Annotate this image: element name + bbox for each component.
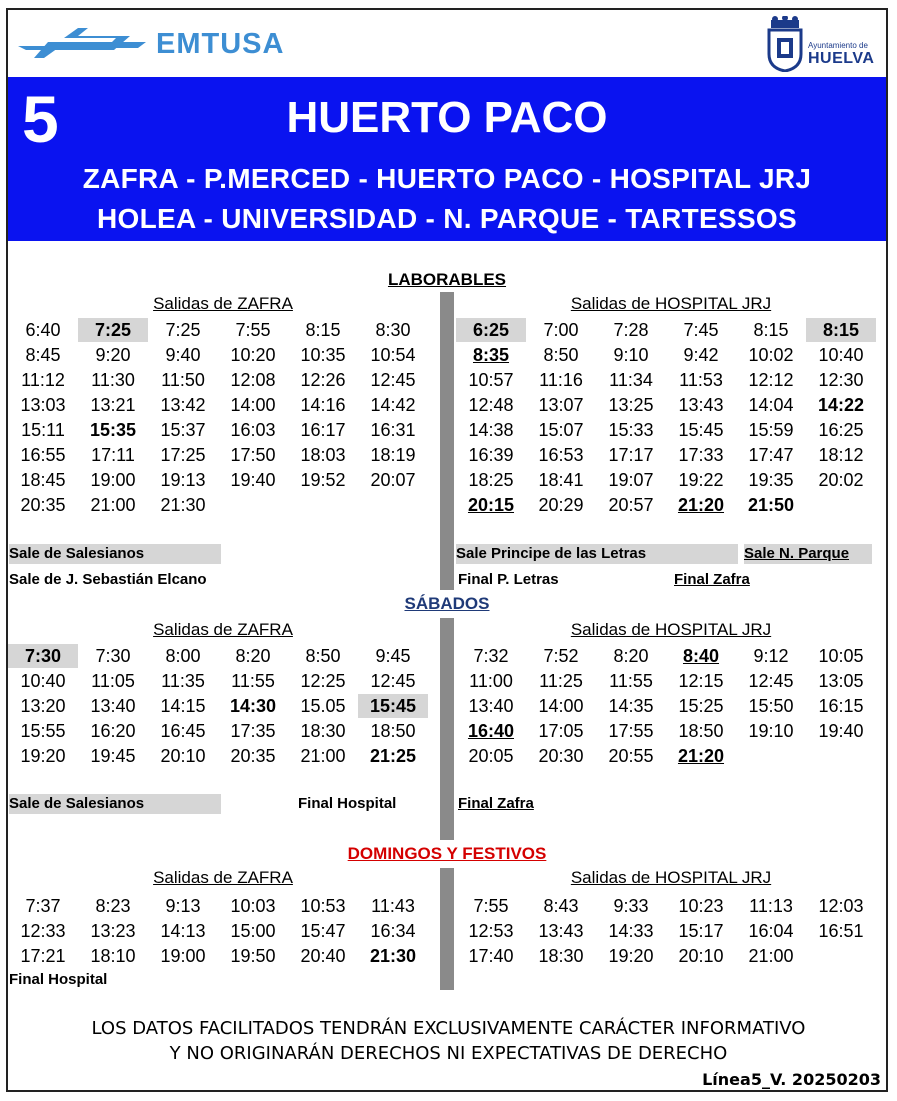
departure-time: 12:45 [370, 671, 416, 691]
departure-time: 9:33 [613, 896, 649, 916]
schedule-row [8, 944, 428, 968]
left-direction-title: Salidas de ZAFRA [153, 868, 293, 887]
departure-time: 15:33 [608, 420, 654, 440]
departure-time: 8:20 [613, 646, 649, 666]
departure-time: 8:00 [165, 646, 201, 666]
departure-time: 15:45 [678, 420, 724, 440]
departure-time: 20:35 [230, 746, 276, 766]
departure-time: 7:30 [8, 644, 78, 668]
schedule-row [8, 669, 428, 693]
departure-time: 8:45 [25, 345, 61, 365]
departure-time: 20:35 [20, 495, 66, 515]
departure-time: 18:30 [538, 946, 584, 966]
departure-time: 12:15 [678, 671, 724, 691]
route-line-2: HOLEA - UNIVERSIDAD - N. PARQUE - TARTESSOS [97, 203, 797, 234]
departure-time: 13:20 [20, 696, 66, 716]
column-divider [440, 618, 454, 840]
departure-time: 7:30 [95, 646, 131, 666]
departure-time: 11:50 [161, 370, 205, 390]
departure-time [806, 493, 876, 517]
departure-time: 18:10 [90, 946, 136, 966]
departure-time: 17:21 [20, 946, 66, 966]
column-divider [440, 868, 454, 990]
departure-time: 18:19 [370, 445, 416, 465]
departure-time: 19:40 [230, 470, 276, 490]
departure-time: 12:08 [230, 370, 276, 390]
schedule-row [8, 368, 428, 392]
departure-time: 20:10 [678, 946, 724, 966]
departure-time: 19:20 [20, 746, 66, 766]
departure-time: 20:55 [608, 746, 654, 766]
departure-time: 13:40 [468, 696, 514, 716]
departure-time: 19:10 [748, 721, 794, 741]
departure-time: 11:55 [609, 671, 653, 691]
departure-time: 15:07 [538, 420, 584, 440]
schedule-row [8, 744, 428, 768]
departure-time: 11:12 [21, 370, 65, 390]
departure-time: 7:25 [165, 320, 201, 340]
departure-time: 12:25 [300, 671, 346, 691]
departure-time: 7:52 [543, 646, 579, 666]
departure-time: 12:12 [748, 370, 794, 390]
departure-time: 15:25 [678, 696, 724, 716]
departure-time: 16:25 [818, 420, 864, 440]
departure-time: 16:45 [160, 721, 206, 741]
departure-time: 8:20 [235, 646, 271, 666]
departure-time: 14:38 [468, 420, 514, 440]
departure-time: 15:37 [160, 420, 206, 440]
schedule-row [8, 694, 428, 718]
departure-time: 20:15 [467, 495, 515, 515]
departure-time: 12:45 [370, 370, 416, 390]
right-direction-title: Salidas de HOSPITAL JRJ [570, 294, 772, 313]
departure-time: 7:55 [235, 320, 271, 340]
disclaimer-line-2: Y NO ORIGINARÁN DERECHOS NI EXPECTATIVAS DE DERECHO [169, 1043, 728, 1064]
departure-time: 18:41 [538, 470, 584, 490]
departure-time: 15:50 [748, 696, 794, 716]
schedule-row [8, 393, 428, 417]
schedule-row [8, 443, 428, 467]
departure-time: 19:00 [90, 470, 136, 490]
departure-time: 11:53 [679, 370, 723, 390]
departure-time: 15:45 [358, 694, 428, 718]
departure-time: 14:04 [748, 395, 794, 415]
departure-time: 13:03 [20, 395, 66, 415]
schedule-row [456, 919, 876, 943]
schedule-row [456, 318, 876, 342]
schedule-row [456, 719, 876, 743]
departure-time: 11:30 [91, 370, 135, 390]
schedule-row [456, 644, 876, 668]
departure-time: 12:26 [300, 370, 346, 390]
column-divider [440, 292, 454, 590]
departure-time: 18:30 [300, 721, 346, 741]
note-final-zafra: Final Zafra [674, 571, 750, 588]
departure-time: 15:17 [678, 921, 724, 941]
departure-time: 9:20 [95, 345, 131, 365]
departure-time: 20:02 [818, 470, 864, 490]
schedule-row [456, 944, 876, 968]
departure-time: 11:55 [231, 671, 275, 691]
departure-time: 16:31 [370, 420, 416, 440]
departure-time: 17:25 [160, 445, 206, 465]
departure-time: 19:00 [160, 946, 206, 966]
schedule-row [8, 493, 428, 517]
departure-time: 6:40 [25, 320, 61, 340]
departure-time: 14:33 [608, 921, 654, 941]
departure-time: 20:05 [468, 746, 514, 766]
schedule-row [456, 744, 876, 768]
departure-time: 15:47 [300, 921, 346, 941]
departure-time: 21:50 [747, 495, 795, 515]
departure-time: 8:35 [472, 345, 510, 365]
schedule-row [456, 694, 876, 718]
departure-time: 17:55 [608, 721, 654, 741]
departure-time: 13:23 [90, 921, 136, 941]
departure-time: 18:50 [678, 721, 724, 741]
departure-time: 7:45 [683, 320, 719, 340]
departure-time: 16:39 [468, 445, 514, 465]
departure-time: 11:25 [539, 671, 583, 691]
departure-time: 18:12 [818, 445, 864, 465]
departure-time: 19:20 [608, 946, 654, 966]
note-final-hospital: Final Hospital [298, 795, 397, 812]
departure-time: 14:00 [538, 696, 584, 716]
departure-time: 17:40 [468, 946, 514, 966]
departure-time: 14:30 [229, 696, 277, 716]
departure-time: 19:35 [748, 470, 794, 490]
departure-time: 20:57 [608, 495, 654, 515]
departure-time: 14:35 [608, 696, 654, 716]
departure-time: 10:20 [230, 345, 276, 365]
schedule-row [8, 468, 428, 492]
right-direction-title: Salidas de HOSPITAL JRJ [570, 620, 772, 639]
huelva-crest-icon [765, 16, 805, 72]
departure-time [806, 744, 876, 768]
departure-time: 10:53 [300, 896, 346, 916]
departure-time: 13:21 [90, 395, 136, 415]
schedule-row [8, 418, 428, 442]
note-final-hospital: Final Hospital [9, 971, 108, 988]
departure-time: 21:00 [748, 946, 794, 966]
schedule-row [456, 894, 876, 918]
note-final-zafra: Final Zafra [458, 795, 534, 812]
departure-time: 8:23 [95, 896, 131, 916]
city-label-small: Ayuntamiento de [808, 41, 868, 50]
departure-time: 20:40 [300, 946, 346, 966]
departure-time: 15:00 [230, 921, 276, 941]
departure-time [288, 493, 358, 517]
departure-time: 18:45 [20, 470, 66, 490]
departure-time: 10:54 [370, 345, 416, 365]
departure-time: 19:45 [90, 746, 136, 766]
schedule-row [8, 894, 428, 918]
departure-time: 6:25 [456, 318, 526, 342]
departure-time: 21:30 [369, 946, 417, 966]
left-direction-title: Salidas de ZAFRA [153, 620, 293, 639]
note-sale-principe: Sale Principe de las Letras [456, 544, 738, 564]
schedule-row [456, 368, 876, 392]
departure-time: 12:48 [468, 395, 514, 415]
departure-time: 16:55 [20, 445, 66, 465]
departure-time: 14:15 [160, 696, 206, 716]
departure-time: 18:50 [370, 721, 416, 741]
departure-time: 13:25 [608, 395, 654, 415]
departure-time: 17:47 [748, 445, 794, 465]
departure-time: 11:13 [749, 896, 793, 916]
note-final-letras: Final P. Letras [458, 571, 559, 588]
departure-time [736, 744, 806, 768]
departure-time: 10:40 [818, 345, 864, 365]
departure-time: 13:07 [538, 395, 584, 415]
departure-time [806, 944, 876, 968]
route-line-1: ZAFRA - P.MERCED - HUERTO PACO - HOSPITAL JRJ [82, 163, 812, 194]
departure-time: 10:57 [468, 370, 514, 390]
departure-time: 10:35 [300, 345, 346, 365]
departure-time: 13:43 [538, 921, 584, 941]
departure-time: 17:17 [608, 445, 654, 465]
schedule-row [456, 468, 876, 492]
departure-time: 8:15 [806, 318, 876, 342]
departure-time: 17:11 [91, 445, 135, 465]
departure-time: 12:03 [818, 896, 864, 916]
departure-time: 9:42 [683, 345, 719, 365]
departure-time: 12:45 [748, 671, 794, 691]
departure-time: 16:17 [300, 420, 346, 440]
departure-time: 15:55 [20, 721, 66, 741]
departure-time: 17:50 [230, 445, 276, 465]
section-title-domingos: DOMINGOS Y FESTIVOS [347, 844, 547, 863]
departure-time: 15.05 [300, 696, 346, 716]
departure-time: 20:07 [370, 470, 416, 490]
departure-time: 14:13 [160, 921, 206, 941]
departure-time: 8:50 [543, 345, 579, 365]
note-sale-salesianos: Sale de Salesianos [9, 544, 221, 564]
departure-time: 15:11 [21, 420, 65, 440]
schedule-row [8, 719, 428, 743]
line-banner [8, 77, 886, 241]
departure-time: 19:13 [160, 470, 206, 490]
brand-name: EMTUSA [156, 28, 285, 60]
departure-time: 8:15 [305, 320, 341, 340]
departure-time: 18:25 [468, 470, 514, 490]
section-title-sabados: SÁBADOS [404, 594, 490, 613]
departure-time: 19:07 [608, 470, 654, 490]
departure-time: 7:00 [543, 320, 579, 340]
note-sale-n-parque: Sale N. Parque [744, 544, 872, 564]
departure-time: 10:23 [678, 896, 724, 916]
departure-time: 17:35 [230, 721, 276, 741]
departure-time: 21:30 [160, 495, 206, 515]
departure-time [358, 493, 428, 517]
left-direction-title: Salidas de ZAFRA [153, 294, 293, 313]
departure-time: 16:20 [90, 721, 136, 741]
departure-time: 9:12 [753, 646, 789, 666]
departure-time: 19:40 [818, 721, 864, 741]
departure-time: 16:04 [748, 921, 794, 941]
departure-time: 8:50 [305, 646, 341, 666]
departure-time: 12:33 [20, 921, 66, 941]
departure-time: 12:30 [818, 370, 864, 390]
departure-time: 9:13 [165, 896, 201, 916]
departure-time: 9:10 [613, 345, 649, 365]
departure-time: 15:35 [89, 420, 137, 440]
departure-time: 16:03 [230, 420, 276, 440]
city-label: HUELVA [808, 50, 875, 67]
schedule-row [8, 343, 428, 367]
departure-time: 21:00 [300, 746, 346, 766]
departure-time: 20:29 [538, 495, 584, 515]
departure-time: 9:40 [165, 345, 201, 365]
schedule-row [456, 443, 876, 467]
line-name: HUERTO PACO [286, 93, 608, 142]
departure-time: 11:05 [91, 671, 135, 691]
departure-time: 16:34 [370, 921, 416, 941]
departure-time: 11:00 [469, 671, 513, 691]
header [8, 10, 886, 76]
departure-time: 8:43 [543, 896, 579, 916]
departure-time: 21:20 [677, 495, 725, 515]
departure-time: 20:10 [160, 746, 206, 766]
departure-time: 13:40 [90, 696, 136, 716]
departure-time: 7:55 [473, 896, 509, 916]
departure-time: 14:42 [370, 395, 416, 415]
departure-time: 7:25 [78, 318, 148, 342]
departure-time: 21:20 [677, 746, 725, 766]
schedule-row [456, 669, 876, 693]
schedule-row [456, 493, 876, 517]
departure-time: 14:00 [230, 395, 276, 415]
departure-time: 7:32 [473, 646, 509, 666]
departure-time: 15:59 [748, 420, 794, 440]
departure-time: 18:03 [300, 445, 346, 465]
departure-time: 10:03 [230, 896, 276, 916]
schedule-row [456, 418, 876, 442]
departure-time: 17:33 [678, 445, 724, 465]
schedule-row [8, 644, 428, 668]
departure-time: 11:16 [539, 370, 583, 390]
departure-time: 13:42 [160, 395, 206, 415]
departure-time: 11:34 [609, 370, 653, 390]
departure-time: 16:40 [467, 721, 515, 741]
schedule-row [8, 318, 428, 342]
departure-time: 19:22 [678, 470, 724, 490]
departure-time: 16:51 [818, 921, 864, 941]
departure-time: 9:45 [375, 646, 411, 666]
departure-time: 7:37 [25, 896, 61, 916]
departure-time: 11:43 [371, 896, 415, 916]
departure-time: 19:52 [300, 470, 346, 490]
departure-time: 14:22 [817, 395, 865, 415]
departure-time: 10:40 [20, 671, 66, 691]
schedule-row [8, 919, 428, 943]
schedule-row [456, 343, 876, 367]
departure-time: 8:40 [682, 646, 720, 666]
departure-time: 8:15 [753, 320, 789, 340]
departure-time: 21:25 [369, 746, 417, 766]
departure-time [218, 493, 288, 517]
note-sale-salesianos: Sale de Salesianos [9, 794, 221, 814]
schedule-row [456, 393, 876, 417]
departure-time: 21:00 [90, 495, 136, 515]
departure-time: 19:50 [230, 946, 276, 966]
version-label: Línea5_V. 20250203 [702, 1070, 881, 1089]
departure-time: 17:05 [538, 721, 584, 741]
emtusa-logo-icon [18, 24, 148, 60]
section-title-laborables: LABORABLES [387, 270, 507, 289]
departure-time: 11:35 [161, 671, 205, 691]
note-sale-elcano: Sale de J. Sebastián Elcano [9, 571, 207, 588]
departure-time: 16:15 [818, 696, 864, 716]
departure-time: 14:16 [300, 395, 346, 415]
line-number: 5 [22, 82, 59, 156]
departure-time: 8:30 [375, 320, 411, 340]
departure-time: 12:53 [468, 921, 514, 941]
departure-time: 20:30 [538, 746, 584, 766]
departure-time: 10:02 [748, 345, 794, 365]
right-direction-title: Salidas de HOSPITAL JRJ [570, 868, 772, 887]
departure-time: 10:05 [818, 646, 864, 666]
departure-time: 7:28 [613, 320, 649, 340]
departure-time: 16:53 [538, 445, 584, 465]
departure-time: 13:43 [678, 395, 724, 415]
disclaimer-line-1: LOS DATOS FACILITADOS TENDRÁN EXCLUSIVAMENTE CARÁCTER INFORMATIVO [91, 1018, 806, 1039]
departure-time: 13:05 [818, 671, 864, 691]
